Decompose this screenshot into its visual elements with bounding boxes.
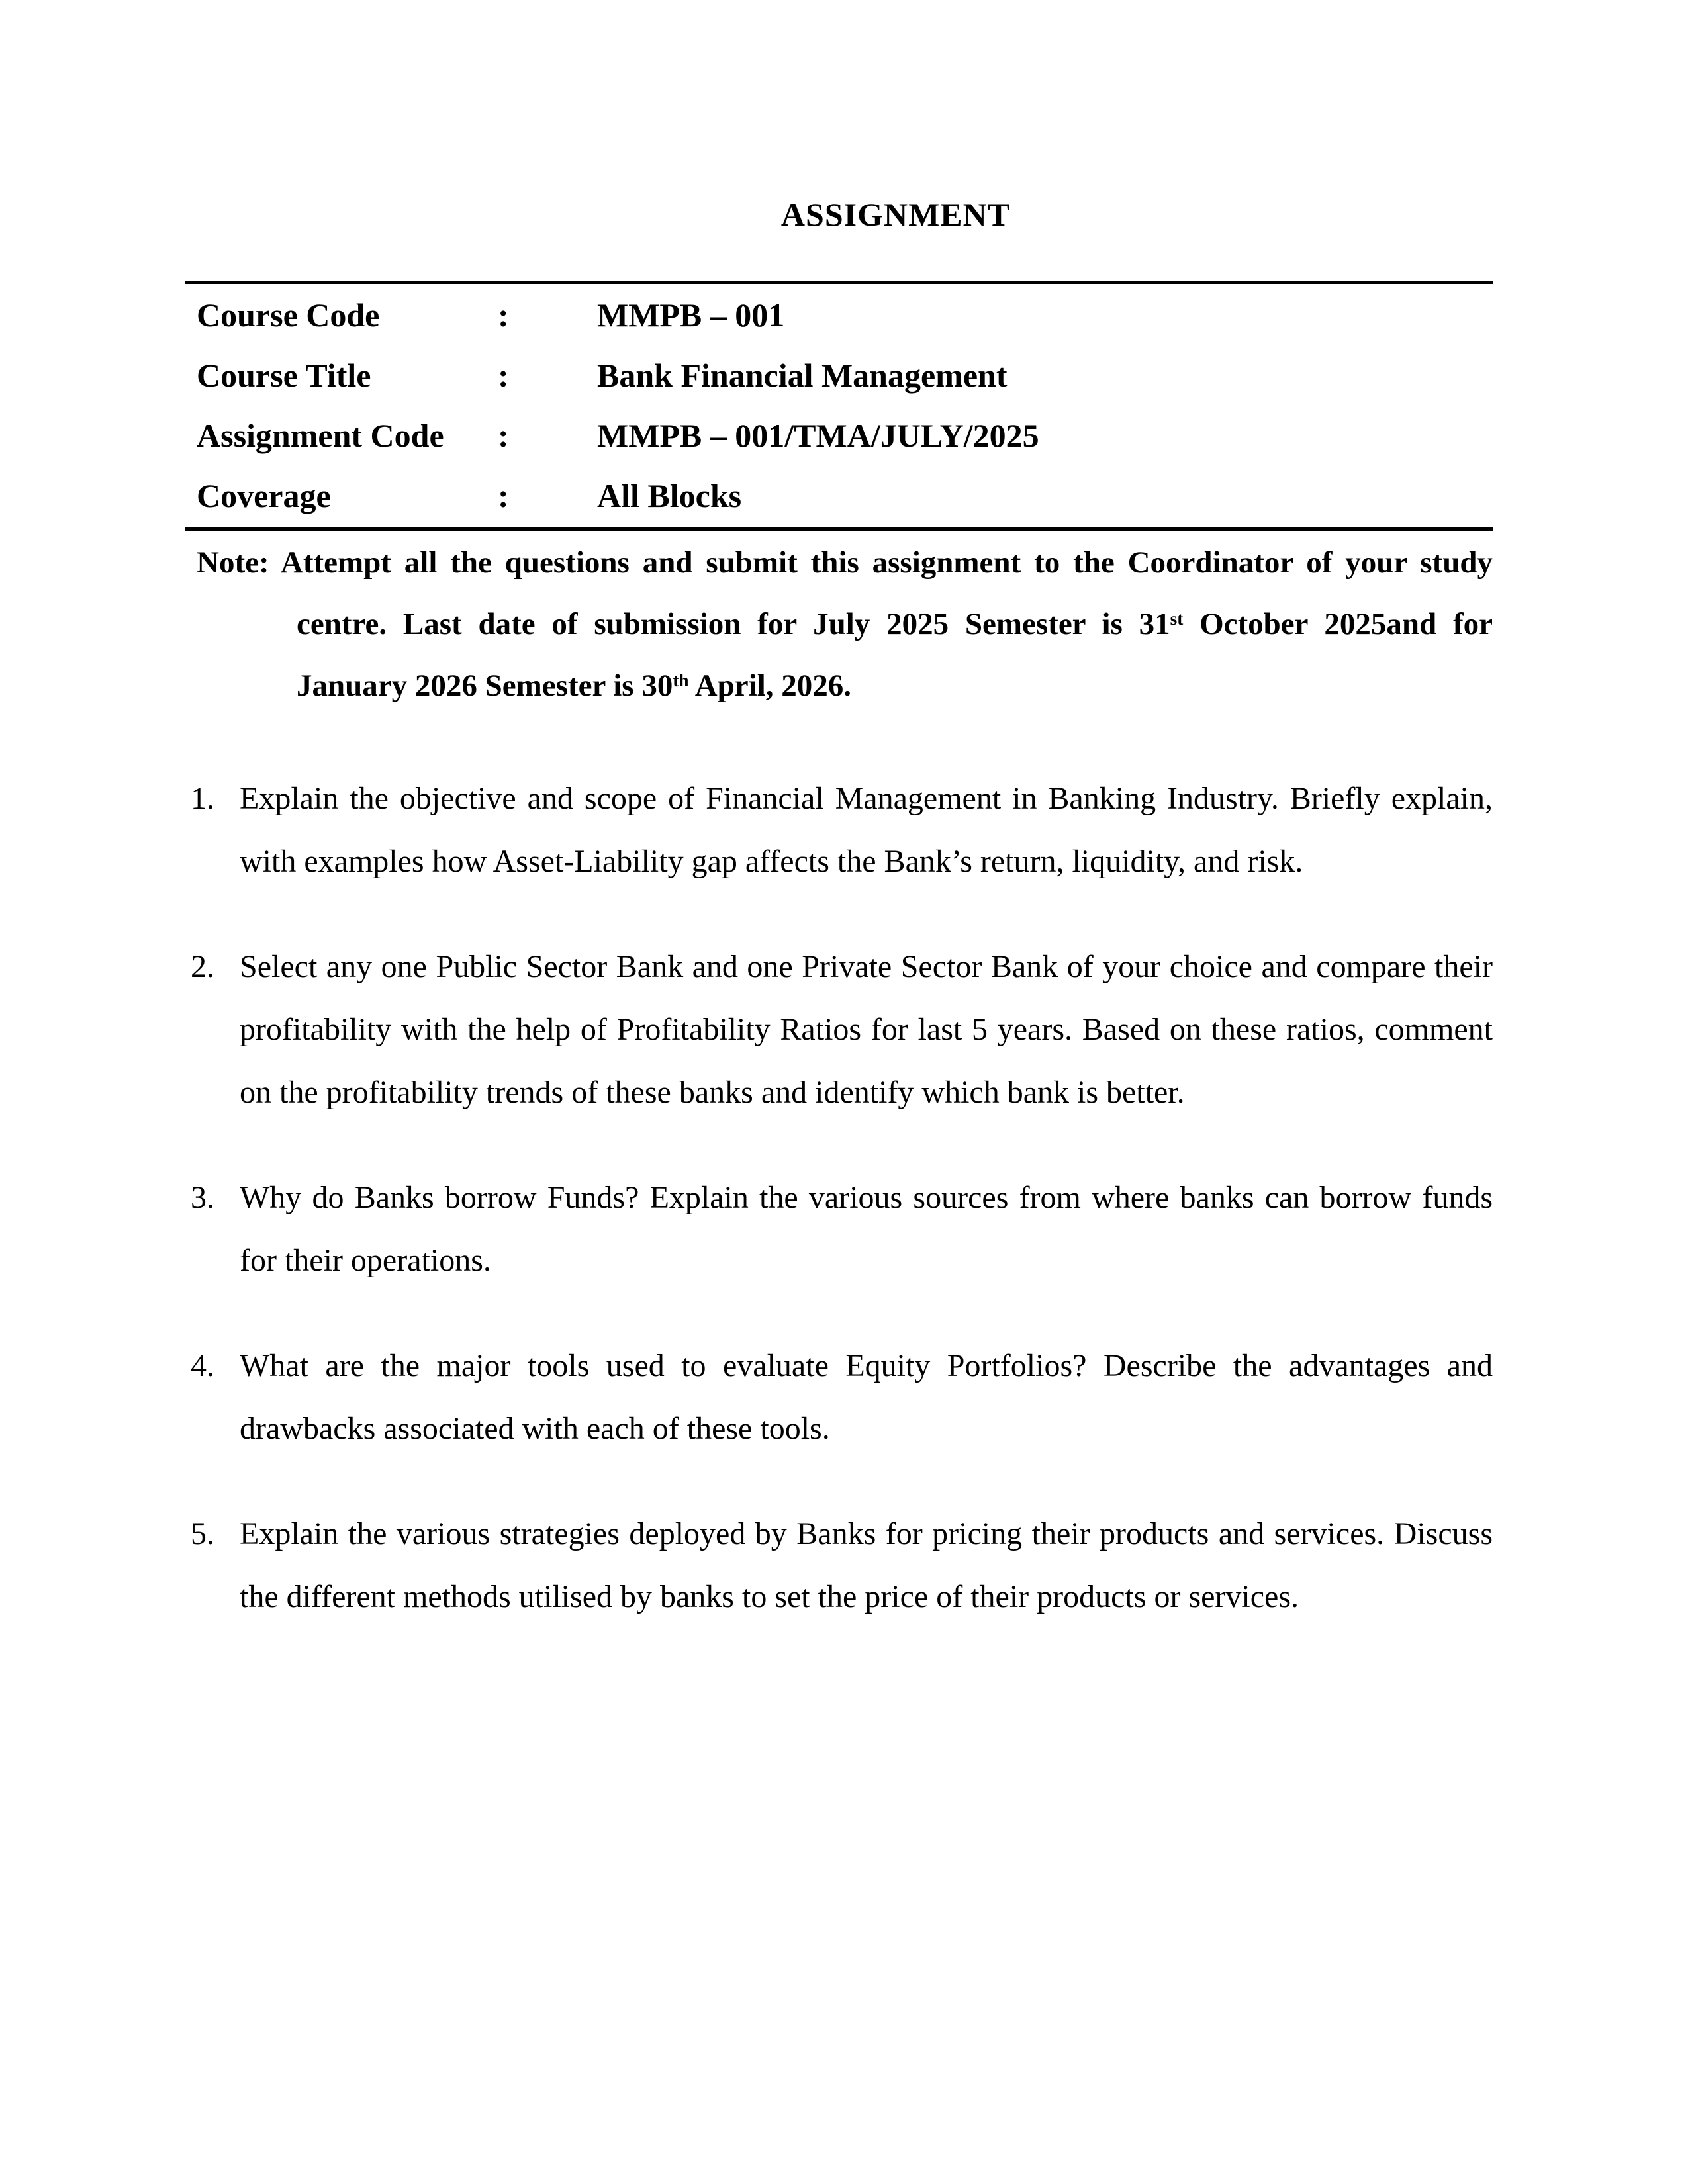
course-info-table xyxy=(185,281,1493,531)
question-text: Explain the objective and scope of Financial Management in Banking Industry. Briefly explain, with examples how Asset-Liability gap affects the Bank’s return, liquidity, and risk. xyxy=(240,781,1493,879)
separator-colon: : xyxy=(498,417,509,454)
question-text: What are the major tools used to evaluate Equity Portfolios? Describe the advantages and drawbacks associated with each of these tools. xyxy=(240,1348,1493,1446)
question-number: 3. xyxy=(191,1180,214,1215)
table-row-coverage xyxy=(185,466,1493,526)
question-number: 2. xyxy=(191,949,214,984)
question-item-4 xyxy=(191,1334,1493,1460)
course-title-value: Bank Financial Management xyxy=(597,357,1008,394)
separator-colon: : xyxy=(498,357,509,394)
question-text: Explain the various strategies deployed by Banks for pricing their products and services. Discuss the different methods utilised by banks to set the price of their products or services. xyxy=(240,1516,1493,1614)
question-text: Select any one Public Sector Bank and one Private Sector Bank of your choice and compare their profitability with the help of Profitability Ratios for last 5 years. Based on these ratios, comment on the profitability trends of these banks and identify which bank is better. xyxy=(240,949,1493,1110)
coverage-label: Coverage xyxy=(197,477,331,514)
question-text: Why do Banks borrow Funds? Explain the various sources from where banks can borrow funds for their operations. xyxy=(240,1180,1493,1278)
question-item-1 xyxy=(191,767,1493,893)
question-number: 4. xyxy=(191,1348,214,1383)
course-code-value: MMPB – 001 xyxy=(597,296,785,334)
question-number: 5. xyxy=(191,1516,214,1551)
course-code-label: Course Code xyxy=(197,296,380,334)
question-number: 1. xyxy=(191,781,214,816)
question-item-5 xyxy=(191,1502,1493,1628)
table-row-course-title xyxy=(185,345,1493,406)
assignment-code-value: MMPB – 001/TMA/JULY/2025 xyxy=(597,417,1039,454)
page-title: ASSIGNMENT xyxy=(780,196,1011,233)
question-item-2 xyxy=(191,935,1493,1124)
note-paragraph: Note: Attempt all the questions and submit this assignment to the Coordinator of your study centre. Last date of submission for July 2025 Semester is 31st October 2025and for January 2026 Semester is 30th April, 2026. xyxy=(197,545,1493,703)
assignment-code-label: Assignment Code xyxy=(197,417,444,454)
separator-colon: : xyxy=(498,477,509,514)
question-list xyxy=(191,767,1688,1628)
coverage-value: All Blocks xyxy=(597,477,742,514)
separator-colon: : xyxy=(498,296,509,334)
question-item-3 xyxy=(191,1166,1493,1292)
table-row-assignment-code xyxy=(185,406,1493,466)
course-title-label: Course Title xyxy=(197,357,371,394)
table-row-course-code xyxy=(185,285,1493,345)
